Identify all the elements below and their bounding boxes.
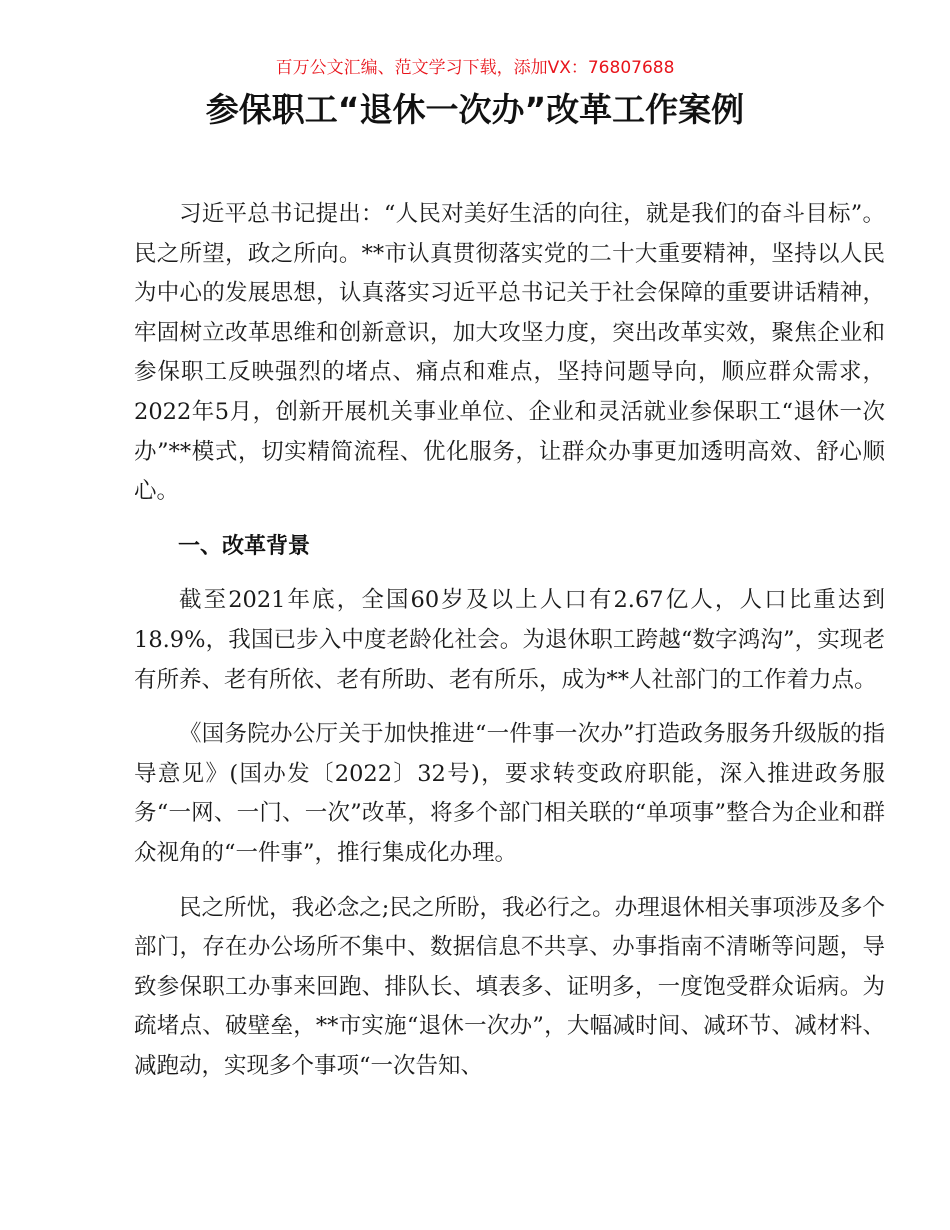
- body-paragraph: 截至2021年底，全国60岁及以上人口有2.67亿人，人口比重达到18.9%，我国已步入中度老龄化社会。为退休职工跨越“数字鸿沟”，实现老有所养、老有所依、老有所助、老有所乐，成为**人社部门的工作着力点。: [134, 587, 885, 693]
- watermark-banner: 百万公文汇编、范文学习下载，添加VX：76807688: [275, 58, 675, 78]
- intro-paragraph: 习近平总书记提出：“人民对美好生活的向往，就是我们的奋斗目标”。民之所望，政之所向。**市认真贯彻落实党的二十大重要精神，坚持以人民为中心的发展思想，认真落实习近平总书记关于社会保障的重要讲话精神，牢固树立改革思维和创新意识，加大攻坚力度，突出改革实效，聚焦企业和参保职工反映强烈的堵点、痛点和难点，坚持问题导向，顺应群众需求，2022年5月，创新开展机关事业单位、企业和灵活就业参保职工“退休一次办”**模式，切实精简流程、优化服务，让群众办事更加透明高效、舒心顺心。: [134, 201, 885, 505]
- document-title: 参保职工“退休一次办”改革工作案例: [205, 90, 745, 129]
- body-paragraph: 民之所忧，我必念之;民之所盼，我必行之。办理退休相关事项涉及多个部门，存在办公场所不集中、数据信息不共享、办事指南不清晰等问题，导致参保职工办事来回跑、排队长、填表多、证明多，一度饱受群众诟病。为疏堵点、破壁垒，**市实施“退休一次办”，大幅减时间、减环节、减材料、减跑动，实现多个事项“一次告知、: [134, 894, 885, 1079]
- document-body: [134, 195, 885, 1086]
- section-heading: 一、改革背景: [178, 533, 311, 559]
- body-paragraph: 《国务院办公厅关于加快推进“一件事一次办”打造政务服务升级版的指导意见》(国办发〔2022〕32号)，要求转变政府职能，深入推进政务服务“一网、一门、一次”改革，将多个部门相关联的“单项事”整合为企业和群众视角的“一件事”，推行集成化办理。: [134, 721, 885, 866]
